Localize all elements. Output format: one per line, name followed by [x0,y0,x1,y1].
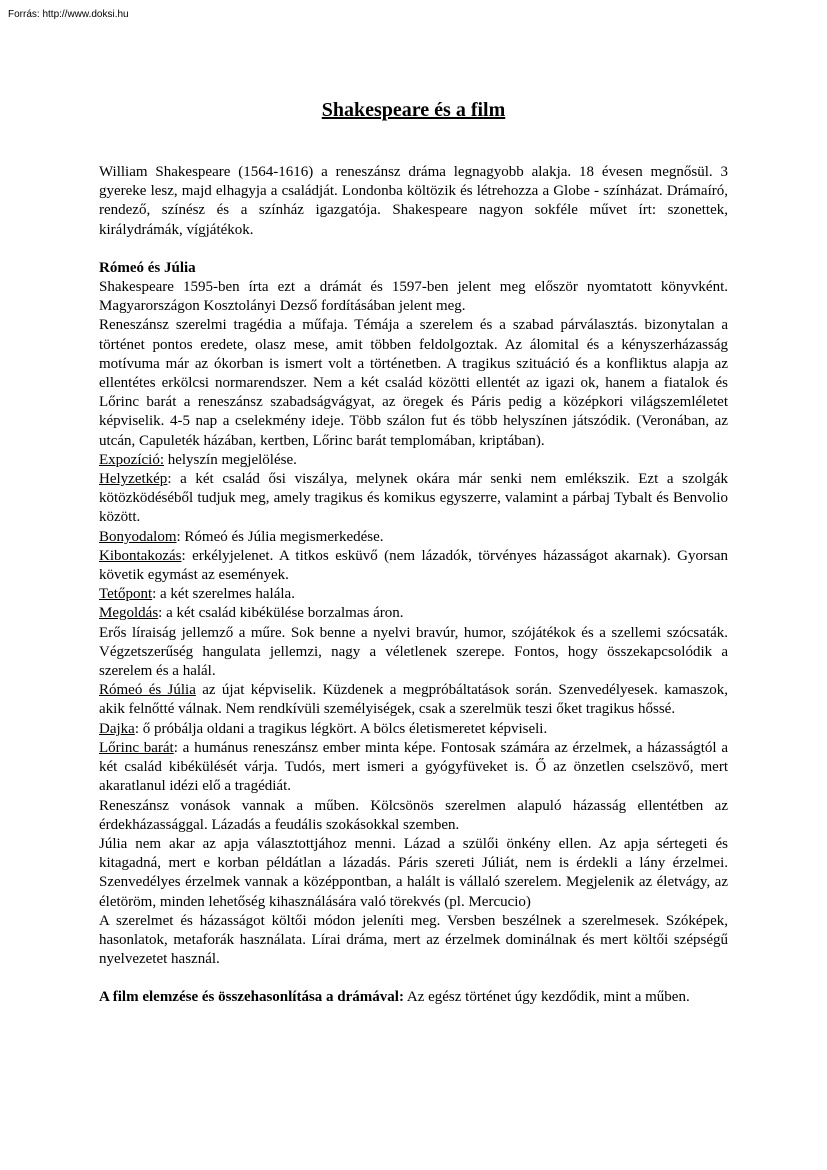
page-title: Shakespeare és a film [321,99,506,121]
film-label: A film elemzése és összehasonlítása a drámával: [99,989,404,1006]
term-text: : a két család kibékülése borzalmas áron. [158,605,404,622]
paragraph: Erős líraiság jellemző a műre. Sok benne a nyelvi bravúr, humor, szójátékok és a szellemi szócsaták. Végzetszerűség hangulata jellemzi, nagy a véletlenek szerepe. Fontos, hogy összekapcsolódik a szerelem és a halál. [99,624,728,680]
term-text: : a két család ősi viszálya, melynek okára már senki nem emlékszik. Ezt a szolgák kötözködéséből tudjuk meg, amely tragikus és komikus egyszerre, valamint a párbaj Tybalt és Benvolio között. [99,471,728,526]
paragraph: Júlia nem akar az apja választottjához menni. Lázad a szülői önkény ellen. Az apja sértegeti és kitagadná, mert e korban példátlan a lázadás. Páris szereti Júliát, nem is érdekli a lány érzelmei. Szenvedélyes érzelmek vannak a középpontban, a halált is vállaló szerelem. Megjelenik az életvágy, az életöröm, minden lehetőség kihasználására való törekvés (pl. Mercucio) [99,835,728,910]
film-text: Az egész történet úgy kezdődik, mint a műben. [403,989,690,1006]
term-label: Bonyodalom [99,528,177,545]
term-label: Kibontakozás [99,547,182,564]
document-body [99,163,728,1008]
paragraph: A szerelmet és házasságot költői módon jeleníti meg. Versben beszélnek a szerelmesek. Szóképek, hasonlatok, metaforák használata. Lírai dráma, mert az érzelmek dominálnak és mert költői szépségű nyelvezetet használ. [99,912,728,968]
structure-expozicio [99,451,728,470]
character-romeo-julia [99,681,728,719]
term-label: Expozíció: [99,451,164,468]
term-text: : a két szerelmes halála. [152,586,295,603]
character-label: Lőrinc barát [99,739,174,756]
structure-kibontakozas [99,547,728,585]
character-label: Rómeó és Júlia [99,682,196,699]
source-url: Forrás: http://www.doksi.hu [8,9,129,20]
character-label: Dajka [99,720,135,737]
intro-paragraph: William Shakespeare (1564-1616) a reneszánsz dráma legnagyobb alakja. 18 évesen megnősül. 3 gyereke lesz, majd elhagyja a családját. Londonba költözik és létrehozza a Globe - színházat. Drámaíró, rendező, színész és a színház igazgatója. Shakespeare nagyon sokféle művet írt: szonettek, királydrámák, vígjátékok. [99,164,728,238]
character-text: az újat képviselik. Küzdenek a megpróbáltatások során. Szenvedélyesek. kamaszok, akik felnőtté válnak. Nem rendkívüli személyiségek, csak a szerelmük teszi őket tragikus hőssé. [99,682,728,718]
term-text: helyszín megjelölése. [163,451,297,468]
character-text: : a humánus reneszánsz ember minta képe. Fontosak számára az érzelmek, a házasságtól a két család kibékülését várja. Tudós, mert ismeri a gyógyfüveket is. Ő az önzetlen cselszövő, mert akaratlanul idézi elő a tragédiát. [99,739,728,795]
structure-megoldas [99,604,728,623]
character-lorinc [99,739,728,797]
paragraph: Shakespeare 1595-ben írta ezt a drámát és 1597-ben jelent meg először nyomtatott könyvként. Magyarországon Kosztolányi Dezső fordításában jelent meg. [99,279,728,315]
term-label: Helyzetkép [99,471,168,488]
character-text: : ő próbálja oldani a tragikus légkört. A bölcs életismeretet képviseli. [134,720,548,737]
term-label: Tetőpont [99,586,153,603]
term-text: : erkélyjelenet. A titkos esküvő (nem lázadók, törvényes házasságot akarnak). Gyorsan követik egymást az események. [99,547,728,584]
term-text: : Rómeó és Júlia megismerkedése. [176,528,384,545]
term-label: Megoldás [99,605,159,622]
film-paragraph [99,988,728,1007]
paragraph: Reneszánsz szerelmi tragédia a műfaja. Témája a szerelem és a szabad párválasztás. bizonytalan a történet pontos eredete, olasz mese, amit többen feldolgoztak. Az álomital és a kényszerházasság motívuma már az ókorban is ismert volt a történetben. A tragikus szituáció és a konfliktus alapja az ellentétes erkölcsi normarendszer. Nem a két család közötti ellentét az igazi ok, hanem a fiatalok és Lőrinc barát a reneszánsz szabadságvágyat, az öregek és Páris pedig a középkori világszemléletet képviselik. 4-5 nap a cselekmény ideje. Több szálon fut és több helyszínen játszódik. (Veronában, az utcán, Capuleték házában, kertben, Lőrinc barát templomában, kriptában). [99,317,728,449]
structure-bonyodalom [99,528,728,547]
structure-tetopont [99,585,728,604]
paragraph: Reneszánsz vonások vannak a műben. Kölcsönös szerelmen alapuló házasság ellentétben az érdekházassággal. Lázadás a feudális szokásokkal szemben. [99,797,728,833]
structure-helyzetkep [99,470,728,528]
character-dajka [99,720,728,739]
section-heading-romeo: Rómeó és Júlia [99,259,196,276]
